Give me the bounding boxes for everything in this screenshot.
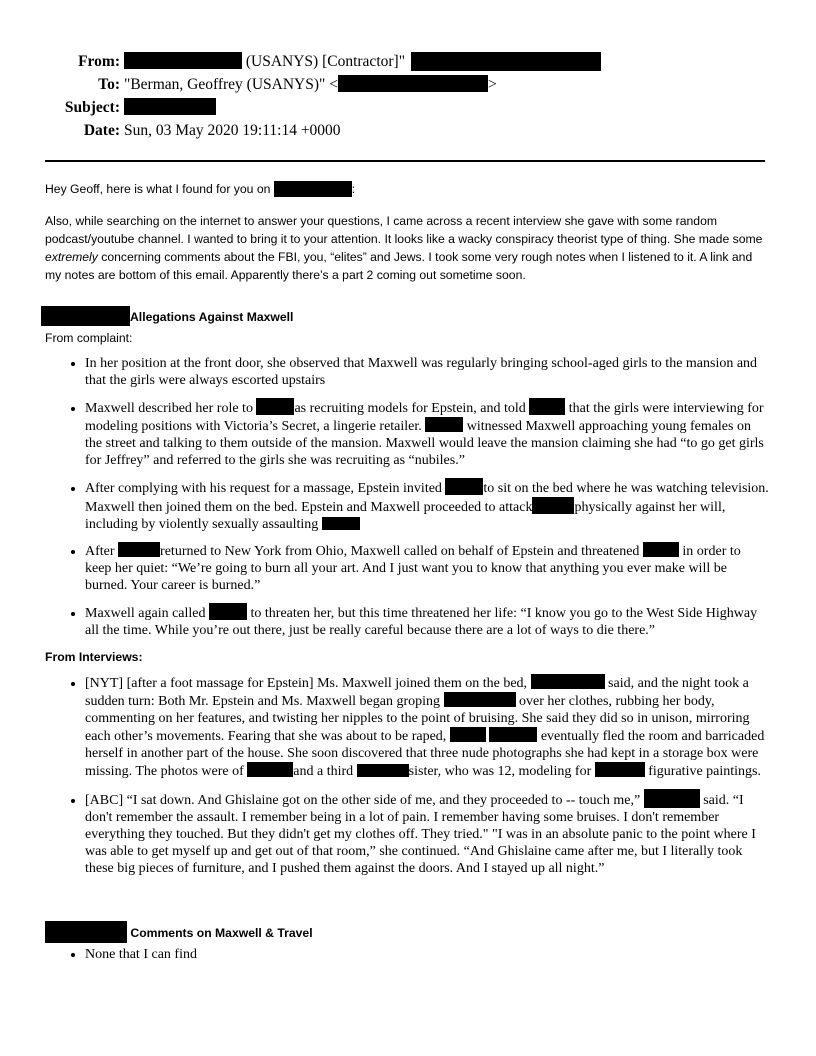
redaction [338, 75, 488, 92]
section-allegations-heading: Allegations Against Maxwell [41, 306, 770, 326]
redaction [643, 542, 679, 557]
redaction [322, 517, 360, 530]
redaction [444, 692, 516, 707]
date-label: Date: [83, 122, 120, 139]
comments-list [45, 946, 770, 963]
redaction [644, 789, 700, 808]
redaction [531, 674, 605, 689]
interviews-list [45, 674, 770, 877]
date-value: Sun, 03 May 2020 19:11:14 +0000 [124, 122, 341, 139]
from-complaint-label: From complaint: [45, 331, 133, 345]
subject-label: Subject: [64, 99, 120, 116]
redaction [41, 306, 130, 326]
list-item: • None that I can find [85, 946, 770, 963]
list-item: • After complying with his request for a massage, Epstein invited to sit on the bed where he was watching television. Maxwell then joined them on the bed. Epstein and Maxwell proceeded to attack physically against her will, including by violently sexually assaulting [85, 478, 770, 533]
redaction [450, 727, 486, 742]
list-item: • Maxwell described her role to as recruiting models for Epstein, and told that the girls were interviewing for modeling positions with Victoria’s Secret, a lingerie retailer. witnessed Maxwell approaching young females on the street and talking to them outside of the mansion. Maxwell would leave the mansion claiming she had “to go get girls for Jeffrey” and referred to the girls she was recruiting as “nubiles.” [85, 398, 770, 469]
email-header [40, 50, 601, 142]
redaction [247, 762, 293, 777]
to-label: To: [98, 76, 120, 93]
intro-paragraph: Also, while searching on the internet to answer your questions, I came across a recent interview she gave with some random podcast/youtube channel. I wanted to bring it to your attention. It looks like a wacky conspiracy theorist type of thing. She made some extremely concerning comments about the FBI, you, “elites” and Jews. I took some very rough notes when I listened to it. A link and my notes are bottom of this email. Apparently there’s a part 2 coming out sometime soon. [45, 214, 763, 282]
redaction [124, 52, 242, 69]
redaction [595, 762, 645, 777]
redaction [256, 398, 294, 415]
redaction [489, 727, 537, 742]
redaction [529, 398, 565, 415]
section-comments-heading: Comments on Maxwell & Travel [45, 921, 770, 943]
header-divider [45, 160, 765, 162]
from-row [40, 50, 601, 73]
list-item: • In her position at the front door, she observed that Maxwell was regularly bringing school-aged girls to the mansion and that the girls were always escorted upstairs [85, 355, 770, 389]
date-row [40, 119, 601, 142]
from-label: From: [78, 53, 120, 70]
redaction [532, 497, 574, 514]
list-item: • [ABC] “I sat down. And Ghislaine got on the other side of me, and they proceeded to -- touch me,” said. “I don't remember the assault. I remember being in a lot of pain. I remember having some bruises. I don't remember everything they touched. But they didn't get my clothes off. They tried." "I was in an absolute panic to the point where I was able to get myself up and get out of that room,” she continued. “And Ghislaine came after me, but I literally took these big pieces of furniture, and I pushed them against the doors. And I stayed up all night.” [85, 789, 770, 877]
redaction [445, 478, 483, 495]
redaction [274, 181, 352, 197]
redaction [209, 603, 247, 620]
email-body [45, 180, 770, 972]
redaction [425, 417, 463, 432]
from-interviews-label: From Interviews: [45, 650, 143, 664]
list-item: • Maxwell again called to threaten her, but this time threatened her life: “I know you go to the West Side Highway all the time. While you’re out there, just be really careful because there are a lot of ways to die there.” [85, 603, 770, 639]
to-value-suffix: > [487, 76, 497, 93]
redaction [124, 98, 216, 115]
from-value: (USANYS) [Contractor]" [245, 53, 406, 70]
complaint-list [45, 355, 770, 639]
subject-row [40, 96, 601, 119]
redaction [118, 542, 160, 557]
greeting: Hey Geoff, here is what I found for you on : [45, 182, 356, 196]
to-value: "Berman, Geoffrey (USANYS)" < [124, 76, 338, 93]
list-item: • [NYT] [after a foot massage for Epstein] Ms. Maxwell joined them on the bed, said, and the night took a sudden turn: Both Mr. Epstein and Ms. Maxwell began groping over her clothes, rubbing her body, commenting on her features, and twisting her nipples to the point of bruising. She said they did so in unison, mirroring each other’s movements. Fearing that she was about to be raped, eventually fled the room and barricaded herself in another part of the house. She soon discovered that three nude photographs she had kept in a storage box were missing. The photos were of and a third sister, who was 12, modeling for figurative paintings. [85, 674, 770, 780]
list-item: • After returned to New York from Ohio, Maxwell called on behalf of Epstein and threatened in order to keep her quiet: “We’re going to burn all your art. And I just want you to know that anything you ever make will be burned. Your career is burned.” [85, 542, 770, 594]
redaction [357, 764, 409, 777]
redaction [45, 921, 127, 943]
redaction [411, 52, 601, 71]
to-row [40, 73, 601, 96]
